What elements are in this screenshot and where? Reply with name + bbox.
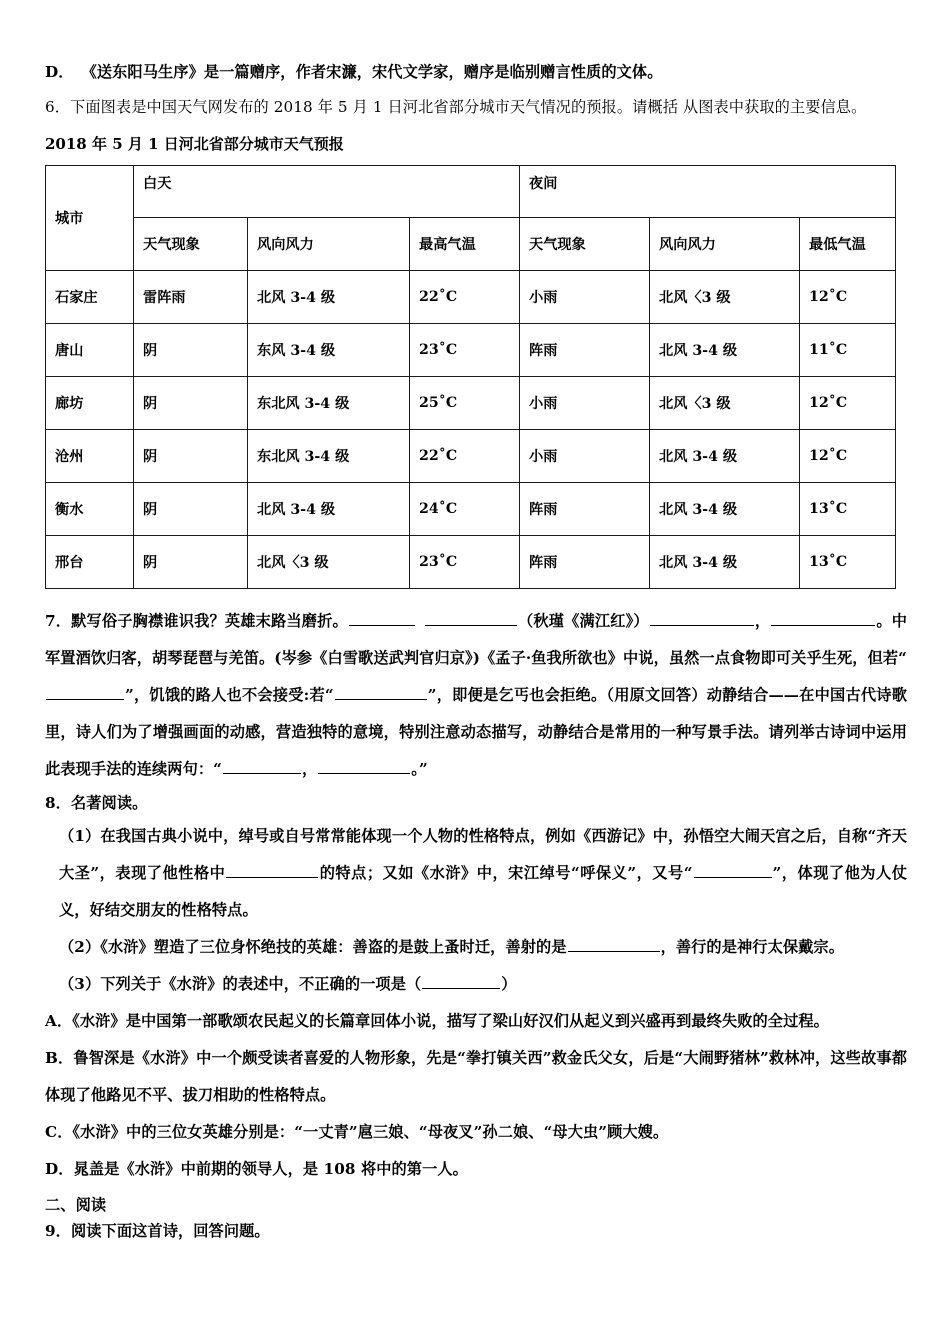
question-7-seg3: ， (754, 612, 771, 630)
option-a-text: 《水浒》是中国第一部歌颂农民起义的长篇章回体小说，描写了梁山好汉们从起义到兴盛再到最终失败的全过程。 (72, 1012, 829, 1030)
table-header-group-row (46, 166, 896, 218)
cell-day-wind: 东北风 3-4 级 (248, 377, 410, 430)
cell-night-wind: 北风 3-4 级 (650, 536, 800, 589)
header-city: 城市 (46, 166, 134, 271)
question-8-title-text: 名著阅读。 (70, 794, 148, 812)
question-8-sub-2 (45, 929, 907, 966)
cell-night-wind: 北风〈3 级 (650, 377, 800, 430)
option-c-label: C． (45, 1123, 73, 1141)
answer-blank[interactable] (422, 974, 500, 989)
question-8-sub-1 (45, 818, 907, 929)
cell-night-low: 12˚C (800, 377, 896, 430)
cell-night-low: 13˚C (800, 536, 896, 589)
question-7-seg1: 默写俗子胸襟谁识我？英雄末路当磨折。 (71, 612, 348, 630)
option-d (45, 1151, 907, 1188)
cell-day-high: 25˚C (410, 377, 520, 430)
option-b (45, 1040, 907, 1114)
cell-day-high: 22˚C (410, 430, 520, 483)
table-row (46, 430, 896, 483)
question-8-sub-3 (45, 966, 907, 1003)
cell-night-weather: 小雨 (520, 377, 650, 430)
cell-night-weather: 阵雨 (520, 536, 650, 589)
question-7 (45, 603, 907, 788)
cell-night-weather: 小雨 (520, 271, 650, 324)
question-7-seg4: 。中军置酒饮归客，胡琴琵琶与羌笛。(岑参《白雪歌送武判官归京》)《孟子·鱼我所欲也》中说，虽然一点食物即可关乎生死，但若“ (45, 612, 908, 667)
cell-night-weather: 阵雨 (520, 483, 650, 536)
header-night-wind: 风向风力 (650, 218, 800, 271)
header-group-night: 夜间 (520, 166, 896, 218)
cell-day-wind: 北风 3-4 级 (248, 483, 410, 536)
answer-blank[interactable] (318, 759, 410, 774)
cell-night-weather: 阵雨 (520, 324, 650, 377)
weather-table-caption: 2018 年 5 月 1 日河北省部分城市天气预报 (45, 135, 344, 153)
option-d-label: D． (45, 63, 74, 81)
question-7-number: 7． (45, 612, 72, 630)
header-group-day: 白天 (134, 166, 520, 218)
question-7-seg7: ， (302, 760, 318, 778)
header-day-wind: 风向风力 (248, 218, 410, 271)
sub-1-label: （1） (59, 827, 101, 845)
answer-blank[interactable] (771, 611, 875, 626)
option-d-previous (45, 55, 907, 89)
answer-blank[interactable] (650, 611, 754, 626)
sub-1-text-b: 的特点；又如《水浒》中，宋江绰号“呼保义”，又号“ (319, 864, 693, 882)
question-9-text: 阅读下面这首诗，回答问题。 (70, 1222, 270, 1240)
answer-blank[interactable] (335, 685, 427, 700)
cell-city: 唐山 (46, 324, 134, 377)
answer-blank[interactable] (349, 611, 415, 626)
sub-2-label: （2） (59, 938, 101, 956)
cell-day-wind: 北风 3-4 级 (248, 271, 410, 324)
cell-day-weather: 阴 (134, 324, 248, 377)
header-day-weather: 天气现象 (134, 218, 248, 271)
cell-night-low: 11˚C (800, 324, 896, 377)
option-d-text: 《送东阳马生序》是一篇赠序，作者宋濂，宋代文学家，赠序是临别赠言性质的文体。 (81, 63, 663, 81)
cell-day-weather: 阴 (134, 430, 248, 483)
cell-day-high: 22˚C (410, 271, 520, 324)
question-7-seg5: ”，饥饿的路人也不会接受:若“ (125, 686, 334, 704)
cell-night-wind: 北风 3-4 级 (650, 430, 800, 483)
cell-night-low: 13˚C (800, 483, 896, 536)
cell-day-weather: 阴 (134, 483, 248, 536)
cell-day-high: 24˚C (410, 483, 520, 536)
sub-3-label: （3） (59, 975, 101, 993)
table-header-sub-row (46, 218, 896, 271)
option-d-label: D． (45, 1160, 74, 1178)
option-a-label: A． (45, 1012, 73, 1030)
answer-blank[interactable] (694, 863, 772, 878)
cell-city: 石家庄 (46, 271, 134, 324)
question-9 (45, 1218, 907, 1244)
answer-blank[interactable] (46, 685, 124, 700)
header-night-low: 最低气温 (800, 218, 896, 271)
cell-night-wind: 北风 3-4 级 (650, 324, 800, 377)
cell-night-weather: 小雨 (520, 430, 650, 483)
cell-day-wind: 东风 3-4 级 (248, 324, 410, 377)
cell-day-weather: 阴 (134, 536, 248, 589)
cell-night-low: 12˚C (800, 430, 896, 483)
table-row (46, 483, 896, 536)
sub-3-text-a: 下列关于《水浒》的表述中，不正确的一项是（ (100, 975, 422, 993)
sub-1-text-a: 在我国古典小说中，绰号或自号常常能体现一个人物的性格特点，例如《西游记》中，孙悟空大闹天宫之后，自称“齐天大圣”，表现了他性格中 (59, 827, 907, 882)
question-6-text: 下面图表是中国天气网发布的 2018 年 5 月 1 日河北省部分城市天气情况的预报。请概括 从图表中获取的主要信息。 (70, 98, 867, 116)
table-row (46, 536, 896, 589)
table-row (46, 271, 896, 324)
table-row (46, 377, 896, 430)
cell-city: 廊坊 (46, 377, 134, 430)
table-row (46, 324, 896, 377)
cell-day-weather: 阴 (134, 377, 248, 430)
answer-blank[interactable] (568, 937, 660, 952)
cell-day-weather: 雷阵雨 (134, 271, 248, 324)
sub-2-text-a: 《水浒》塑造了三位身怀绝技的英雄：善盗的是鼓上蚤时迁，善射的是 (100, 938, 567, 956)
question-7-seg2: （秋瑾《满江红》） (517, 612, 649, 630)
option-d-text: 晁盖是《水浒》中前期的领导人，是 108 将中的第一人。 (73, 1160, 468, 1178)
option-c-text: 《水浒》中的三位女英雄分别是：“一丈青”扈三娘、“母夜叉”孙二娘、“母大虫”顾大嫂。 (72, 1123, 669, 1141)
cell-city: 衡水 (46, 483, 134, 536)
option-c (45, 1114, 907, 1151)
cell-city: 沧州 (46, 430, 134, 483)
cell-day-high: 23˚C (410, 324, 520, 377)
option-a (45, 1003, 907, 1040)
cell-city: 邢台 (46, 536, 134, 589)
weather-forecast-table (45, 165, 896, 589)
cell-day-wind: 东北风 3-4 级 (248, 430, 410, 483)
header-day-high: 最高气温 (410, 218, 520, 271)
option-b-text: 鲁智深是《水浒》中一个颇受读者喜爱的人物形象，先是“拳打镇关西”救金氏父女，后是“大闹野猪林”救林冲，这些故事都体现了他路见不平、拔刀相助的性格特点。 (45, 1049, 907, 1104)
cell-day-high: 23˚C (410, 536, 520, 589)
cell-night-wind: 北风 3-4 级 (650, 483, 800, 536)
cell-night-wind: 北风〈3 级 (650, 271, 800, 324)
sub-1-text-c: ”，体现了他为人仗义，好结交朋友的性格特点。 (59, 864, 907, 919)
answer-blank[interactable] (223, 759, 301, 774)
cell-day-wind: 北风〈3 级 (248, 536, 410, 589)
answer-blank[interactable] (226, 863, 318, 878)
question-6-number: 6． (45, 98, 71, 116)
question-8-number: 8． (45, 794, 71, 812)
header-night-weather: 天气现象 (520, 218, 650, 271)
question-8-title (45, 788, 907, 818)
sub-2-text-b: ，善行的是神行太保戴宗。 (660, 938, 845, 956)
sub-3-text-b: ） (501, 975, 517, 993)
page-content (45, 55, 907, 1244)
question-7-seg8: 。” (411, 760, 428, 778)
question-9-number: 9． (45, 1222, 71, 1240)
section-2-heading: 二、阅读 (45, 1196, 107, 1214)
option-b-label: B． (45, 1049, 74, 1067)
question-6 (45, 89, 907, 125)
question-7-seg6: ”，即便是乞丐也会拒绝。（用原文回答）动静结合——在中国古代诗歌里，诗人们为了增强画面的动感，营造独特的意境，特别注意动态描写，动静结合是常用的一种写景手法。请列举古诗词中运用此表现手法的连续两句：“ (45, 686, 907, 778)
cell-night-low: 12˚C (800, 271, 896, 324)
answer-blank[interactable] (425, 611, 517, 626)
